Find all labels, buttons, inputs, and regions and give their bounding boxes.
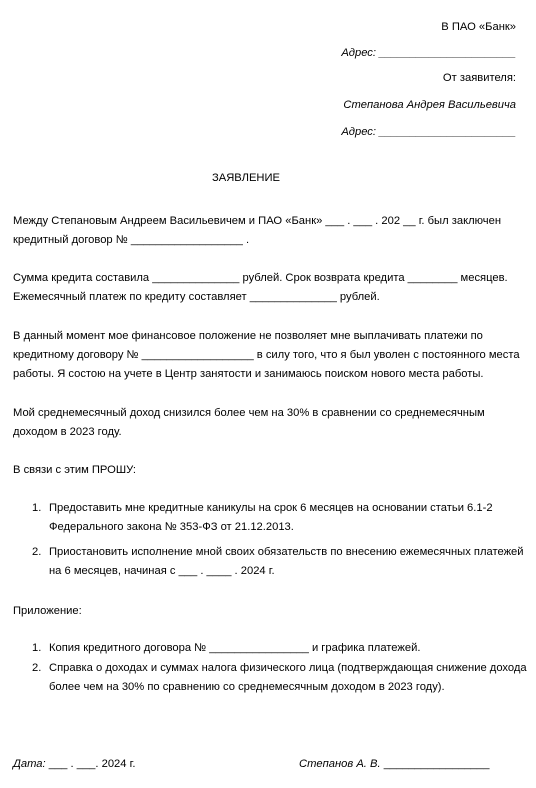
list-number: 2. [32,662,42,674]
paragraph-credit-sum: Сумма кредита составила ______________ рублей. Срок возврата кредита ________ месяцев. Ежемесячный платеж по кредиту составляет ______________ рублей. [13,272,508,303]
list-text: Справка о доходах и суммах налога физического лица (подтверждающая снижение дохода более чем на 30% по сравнению со среднемесячным доходом в 2023 году). [49,662,527,693]
list-item [32,639,527,658]
applicant-name: Степанова Андрея Васильевича [343,99,516,111]
list-number: 2. [32,546,42,558]
list-text: Приостановить исполнение мной своих обязательств по внесению ежемесячных платежей на 6 месяцев, начиная с ___ . ____ . 2024 г. [49,546,524,577]
list-number: 1. [32,502,42,514]
from-label: От заявителя: [442,72,516,84]
date-block [13,758,135,770]
addressee-address: Адрес: ______________________ [341,47,516,59]
list-item [32,543,527,581]
paragraph-income: Мой среднемесячный доход снизился более чем на 30% в сравнении со среднемесячным доходом в 2023 году. [13,407,485,438]
date-label: Дата: [13,758,46,770]
paragraph-situation: В данный момент мое финансовое положение не позволяет мне выплачивать платежи по кредитному договору № __________________ в силу того, что я был уволен с постоянного места работы. Я состою на учете в Центр занятости и занимаюсь поиском нового места работы. [13,330,520,380]
signature-line: _________________ [383,758,490,770]
document-title: ЗАЯВЛЕНИЕ [211,172,281,184]
paragraph-request: В связи с этим ПРОШУ: [13,464,137,476]
addressee: В ПАО «Банк» [441,21,516,33]
date-value: ___ . ___. 2024 г. [48,758,136,770]
list-number: 1. [32,642,42,654]
list-text: Предоставить мне кредитные каникулы на срок 6 месяцев на основании статьи 6.1-2 Федерального закона № 353-ФЗ от 21.12.2013. [49,502,493,533]
applicant-address: Адрес: ______________________ [341,126,516,138]
list-item [32,659,527,697]
signature-block [299,758,489,770]
list-text: Копия кредитного договора № ________________ и графика платежей. [49,642,421,654]
list-item [32,499,527,537]
attachments-label: Приложение: [13,605,82,617]
signature-name: Степанов А. В. [299,758,381,770]
paragraph-contract: Между Степановым Андреем Васильевичем и ПАО «Банк» ___ . ___ . 202 __ г. был заключен кредитный договор № __________________ . [13,215,502,246]
